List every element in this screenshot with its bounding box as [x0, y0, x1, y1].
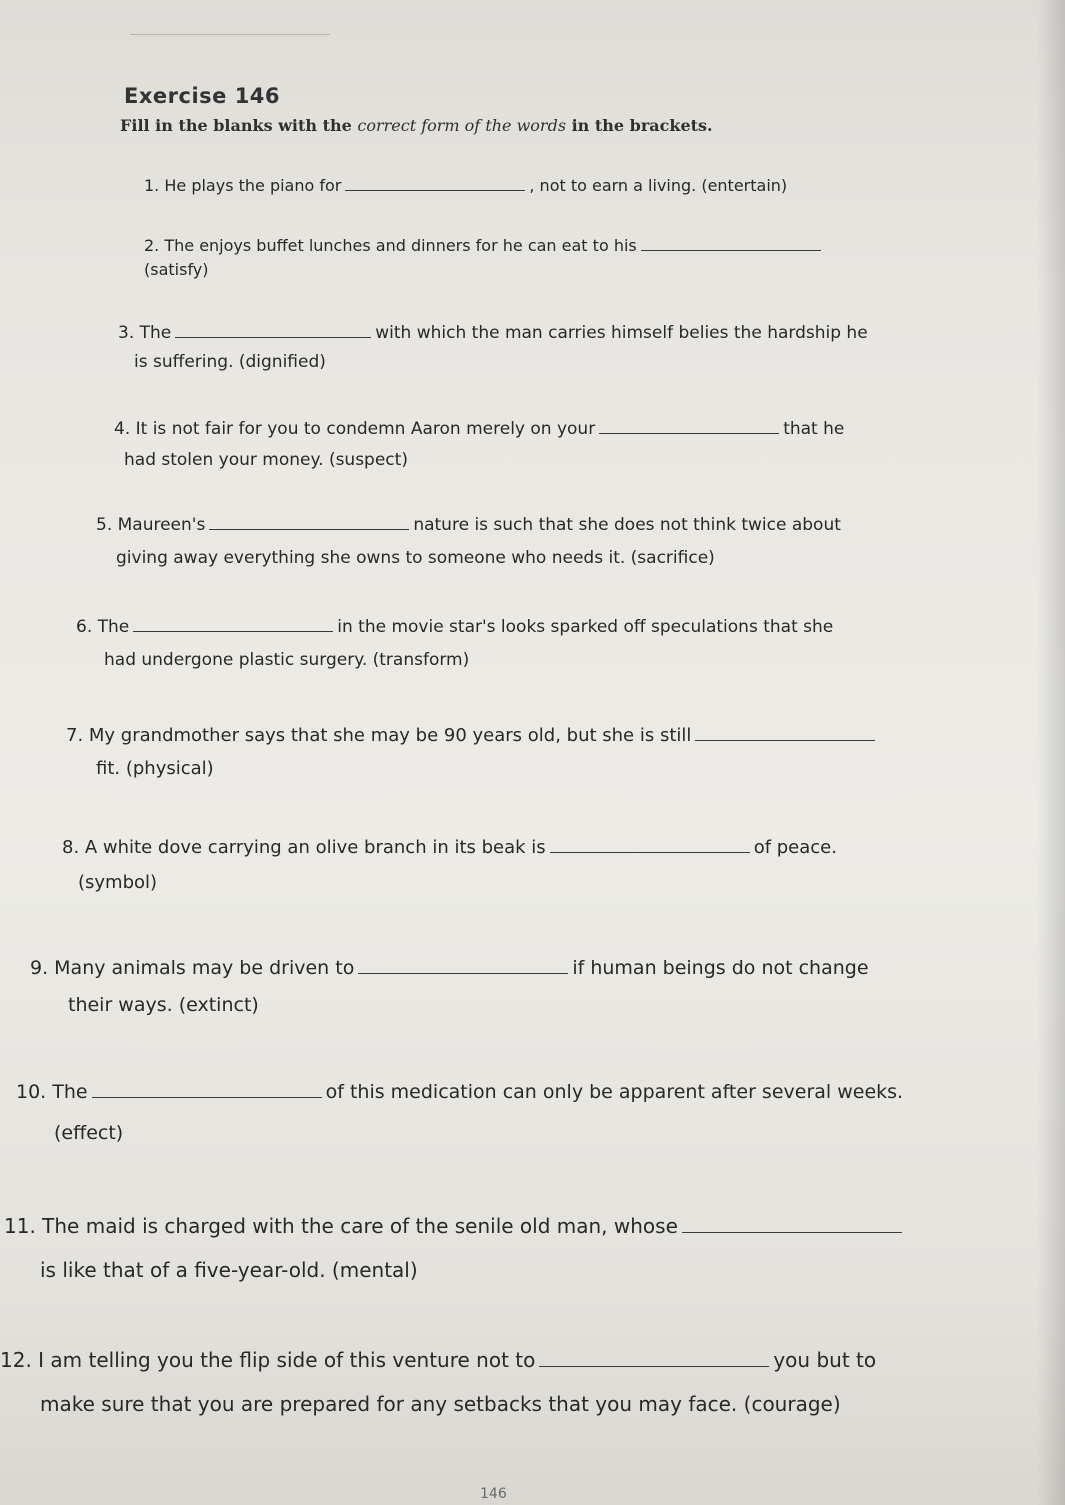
question-11-text-before: 11. The maid is charged with the care of the senile old man, whose [4, 1214, 678, 1238]
question-6-text-before: 6. The [76, 617, 130, 637]
question-5-text-after: nature is such that she does not think twice about [413, 515, 841, 535]
question-3-text-before: 3. The [118, 323, 172, 343]
question-11-blank[interactable] [682, 1212, 902, 1233]
question-6-line-1 [76, 614, 833, 637]
question-10-blank[interactable] [92, 1078, 322, 1098]
question-4-text-after: that he [783, 419, 845, 439]
instruction-suffix: in the brackets. [566, 116, 713, 135]
question-12-text-before: 12. I am telling you the flip side of this venture not to [0, 1348, 536, 1372]
question-11-line-2: is like that of a five-year-old. (mental) [40, 1258, 418, 1282]
question-9-text-before: 9. Many animals may be driven to [30, 957, 355, 979]
question-1-blank[interactable] [345, 174, 525, 191]
question-4-text-before: 4. It is not fair for you to condemn Aaron merely on your [114, 419, 596, 439]
instruction-prefix: Fill in the blanks with the [120, 116, 358, 135]
question-4-line-1 [114, 416, 844, 439]
question-2-line-1 [144, 234, 825, 255]
page-shadow-edge [1037, 0, 1065, 1505]
question-8-line-2: (symbol) [78, 872, 158, 893]
question-10-line-1 [16, 1078, 903, 1103]
question-9-line-2: their ways. (extinct) [68, 994, 259, 1016]
question-10-line-2: (effect) [54, 1122, 124, 1144]
question-12-line-1 [0, 1346, 876, 1372]
question-9-blank[interactable] [358, 954, 568, 974]
question-12-blank[interactable] [539, 1346, 769, 1367]
question-7-line-1 [66, 722, 879, 746]
page-number: 146 [480, 1486, 507, 1502]
exercise-title: Exercise 146 [124, 84, 281, 108]
question-9-text-after: if human beings do not change [572, 957, 869, 979]
question-8-blank[interactable] [550, 834, 750, 853]
question-2-line-2: (satisfy) [144, 260, 209, 279]
question-7-text-before: 7. My grandmother says that she may be 90 years old, but she is still [66, 725, 692, 746]
question-10-text-before: 10. The [16, 1081, 88, 1103]
question-7-blank[interactable] [695, 722, 875, 741]
question-2-text-before: 2. The enjoys buffet lunches and dinners for he can eat to his [144, 236, 637, 255]
question-6-line-2: had undergone plastic surgery. (transform) [104, 650, 470, 670]
question-4-blank[interactable] [599, 416, 779, 434]
question-12-text-after: you but to [773, 1348, 877, 1372]
question-5-line-1 [96, 512, 841, 535]
top-divider [130, 34, 330, 35]
question-1-line-1 [144, 174, 787, 195]
question-2-blank[interactable] [641, 234, 821, 251]
question-1-text-before: 1. He plays the piano for [144, 176, 342, 195]
question-3-line-1 [118, 320, 868, 343]
question-9-line-1 [30, 954, 869, 979]
question-4-line-2: had stolen your money. (suspect) [124, 450, 408, 470]
question-10-text-after: of this medication can only be apparent after several weeks. [325, 1081, 904, 1103]
question-1-text-after: , not to earn a living. (entertain) [529, 176, 788, 195]
exercise-instruction [120, 116, 713, 135]
question-11-line-1 [4, 1212, 906, 1238]
question-7-line-2: fit. (physical) [96, 758, 214, 779]
question-6-blank[interactable] [133, 614, 333, 632]
question-5-text-before: 5. Maureen's [96, 515, 206, 535]
question-3-line-2: is suffering. (dignified) [134, 352, 326, 372]
question-5-blank[interactable] [209, 512, 409, 530]
question-8-text-before: 8. A white dove carrying an olive branch in its beak is [62, 837, 546, 858]
question-8-line-1 [62, 834, 837, 858]
instruction-emphasis: correct form of the words [357, 116, 567, 135]
question-12-line-2: make sure that you are prepared for any setbacks that you may face. (courage) [40, 1392, 841, 1416]
question-8-text-after: of peace. [753, 837, 837, 858]
question-3-text-after: with which the man carries himself belies the hardship he [375, 323, 868, 343]
question-5-line-2: giving away everything she owns to someone who needs it. (sacrifice) [116, 548, 715, 568]
question-6-text-after: in the movie star's looks sparked off speculations that she [337, 617, 834, 637]
question-3-blank[interactable] [175, 320, 371, 338]
